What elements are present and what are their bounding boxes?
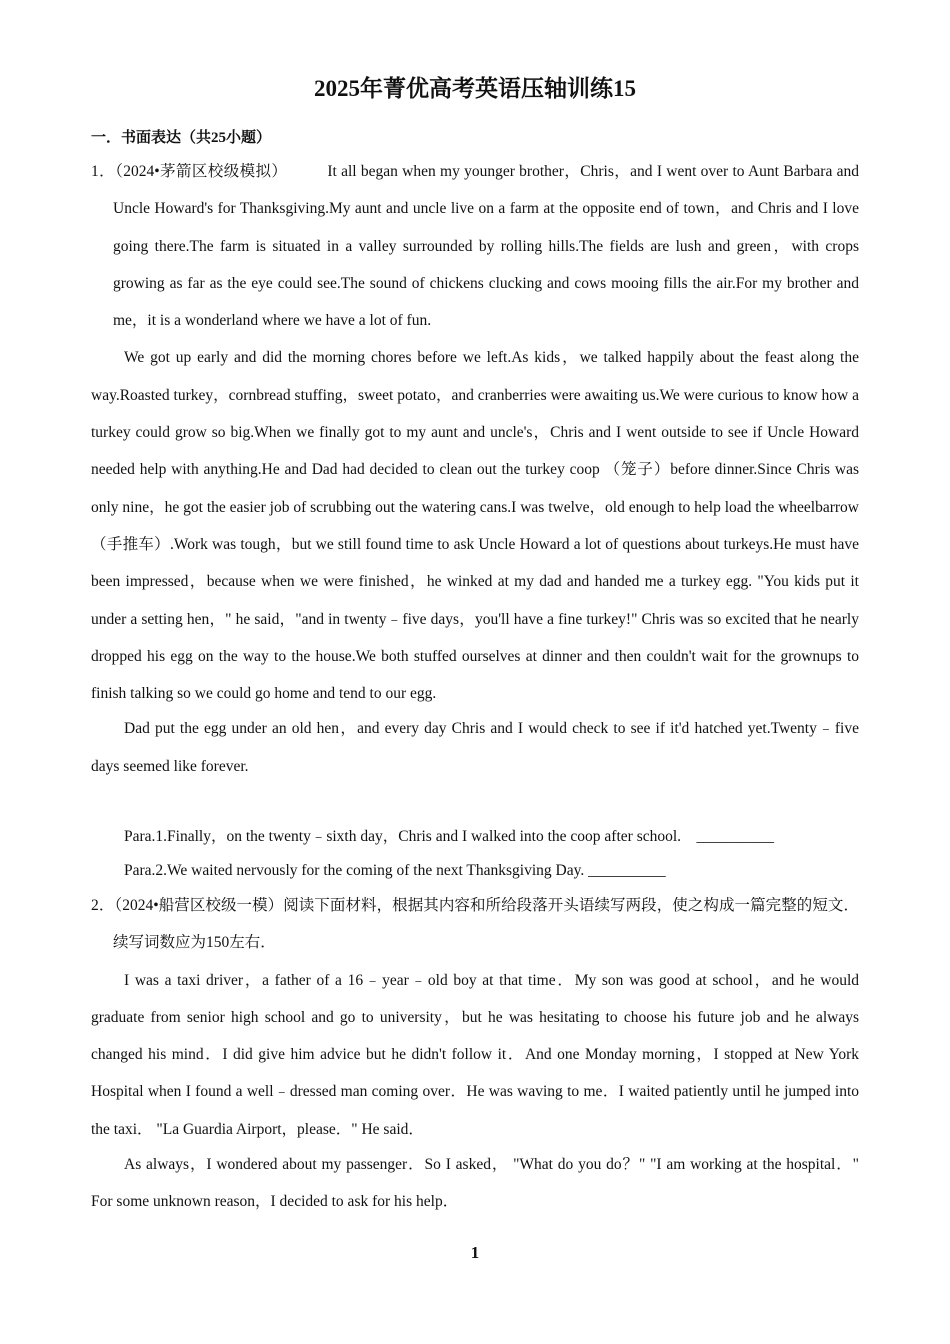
- passage-text: It all began when my younger brother，Chris，and I went over to Aunt Barbara and Uncle Howard's for Thanksgiving.My aunt and uncle live on a farm at the opposite end of town，and Chris and I love going there.The farm is situated in a valley surrounded by rolling hills.The fields are lush and green，with crops growing as far as the eye could see.The sound of chickens clucking and cows mooing fills the air.For my brother and me，it is a wonderland where we have a lot of fun.: [113, 163, 859, 330]
- question-number: 1．: [91, 163, 116, 180]
- passage-paragraph: Dad put the egg under an old hen，and every day Chris and I would check to see if it'd hatched yet.Twenty﹣five days seemed like forever.: [91, 720, 859, 775]
- question-source: （2024•茅箭区校级模拟）: [115, 163, 288, 180]
- document-title: 2025年菁优高考英语压轴训练15: [314, 76, 636, 101]
- question-2: [91, 887, 859, 1221]
- continuation-prompt-2: Para.2.We waited nervously for the coming of the next Thanksgiving Day. __________: [124, 862, 666, 879]
- passage-paragraph: We got up early and did the morning chores before we left.As kids，we talked happily about the feast along the way.Roasted turkey，cornbread stuffing，sweet potato，and cranberries were awaiting us.We were curious to know how a turkey could grow so big.When we finally got to my aunt and uncle's，Chris and I went outside to see if Uncle Howard needed help with anything.He and Dad had decided to clean out the turkey coop （笼子）before dinner.Since Chris was only nine，he got the easier job of scrubbing out the watering cans.I was twelve，old enough to help load the wheelbarrow （手推车）.Work was tough，but we still found time to ask Uncle Howard a lot of questions about turkeys.He must have been impressed，because when we were finished，he winked at my dad and handed me a turkey egg. "You kids put it under a setting hen，" he said，"and in twenty﹣five days，you'll have a fine turkey!" Chris was so excited that he nearly dropped his egg on the way to the house.We both stuffed ourselves at dinner and then couldn't wait for the grownups to finish talking so we could go home and tend to our egg.: [91, 349, 859, 703]
- question-number: 2．: [91, 897, 115, 914]
- question-1: [91, 153, 859, 785]
- question-1-intro: [91, 153, 859, 339]
- question-instructions: （2024•船营区校级一模）阅读下面材料，根据其内容和所给段落开头语续写两段，使之构成一篇完整的短文．续写词数应为150左右．: [113, 897, 859, 952]
- page-number: 1: [470, 1243, 480, 1262]
- continuation-prompt-1: Para.1.Finally，on the twenty﹣sixth day，Chris and I walked into the coop after school. __________: [124, 828, 775, 845]
- passage-paragraph: As always，I wondered about my passenger．So I asked， "What do you do？" "I am working at the hospital．" For some unknown reason，I decided to ask for his help．: [91, 1156, 859, 1211]
- section-heading: 一．书面表达（共25小题）: [91, 130, 272, 146]
- passage-paragraph: I was a taxi driver，a father of a 16﹣year﹣old boy at that time．My son was good at school，and he would graduate from senior high school and go to university，but he was hesitating to choose his future job and he always changed his mind．I did give him advice but he didn't follow it．And one Monday morning，I stopped at New York Hospital when I found a well﹣dressed man coming over．He was waving to me．I waited patiently until he jumped into the taxi． "La Guardia Airport，please．" He said．: [91, 971, 859, 1138]
- question-2-intro: [91, 887, 859, 962]
